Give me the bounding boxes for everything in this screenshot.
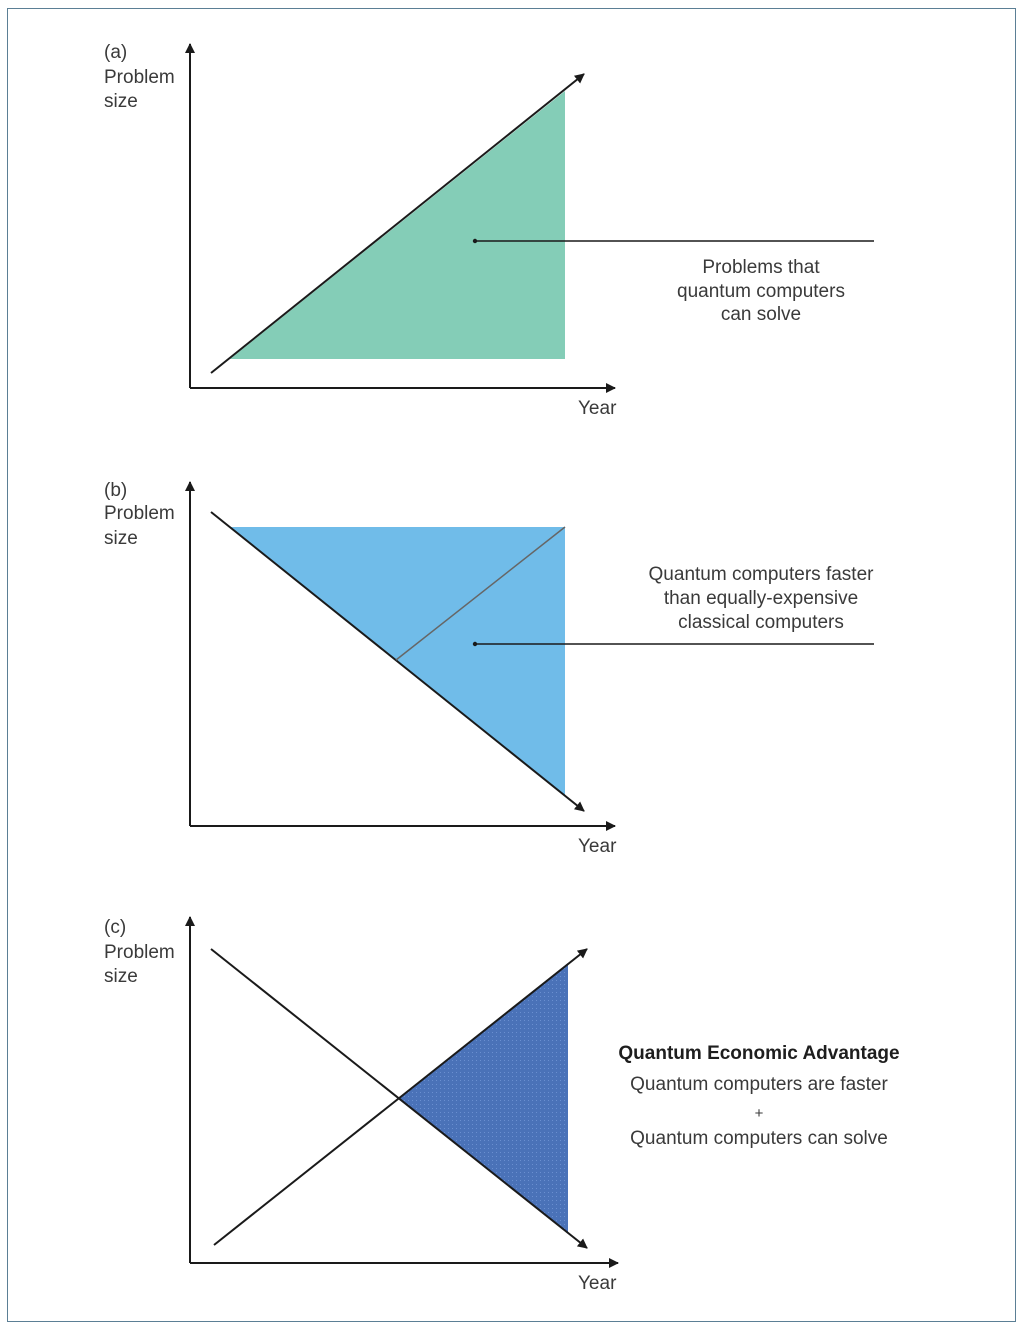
- panel-c-annotation-2: Quantum computers can solve: [630, 1128, 888, 1149]
- panel-a-solvable-region: [230, 91, 565, 359]
- panel-b-x-label: Year: [578, 836, 617, 857]
- panel-c-x-label: Year: [578, 1273, 617, 1294]
- panel-b-annotation-1: Quantum computers faster: [648, 564, 874, 585]
- panel-c-letter: (c): [104, 917, 127, 938]
- panel-a-letter: (a): [104, 42, 128, 63]
- panel-b: [104, 480, 874, 857]
- panel-c: [104, 917, 900, 1294]
- panel-c-advantage-region: [399, 963, 568, 1233]
- panel-b-y-label-1: Problem: [104, 503, 175, 524]
- panel-b-annotation-3: classical computers: [678, 612, 844, 633]
- panel-c-y-label-1: Problem: [104, 942, 175, 963]
- panel-a-y-label-2: size: [104, 91, 138, 112]
- panel-a-annotation-1: Problems that: [702, 257, 820, 278]
- panel-c-annotation-title: Quantum Economic Advantage: [618, 1043, 900, 1064]
- panel-b-annotation-2: than equally-expensive: [663, 588, 859, 609]
- panel-a-annotation-3: can solve: [720, 304, 802, 325]
- panel-c-y-label-2: size: [104, 966, 138, 987]
- panel-a-x-label: Year: [578, 398, 617, 419]
- panel-b-y-label-2: size: [104, 528, 138, 549]
- panel-c-annotation-plus: +: [754, 1105, 764, 1122]
- panel-a-annotation-2: quantum computers: [677, 281, 845, 302]
- panel-b-letter: (b): [104, 480, 128, 501]
- panel-c-annotation-1: Quantum computers are faster: [630, 1074, 888, 1095]
- panel-a: [104, 42, 874, 419]
- panel-a-y-label-1: Problem: [104, 67, 175, 88]
